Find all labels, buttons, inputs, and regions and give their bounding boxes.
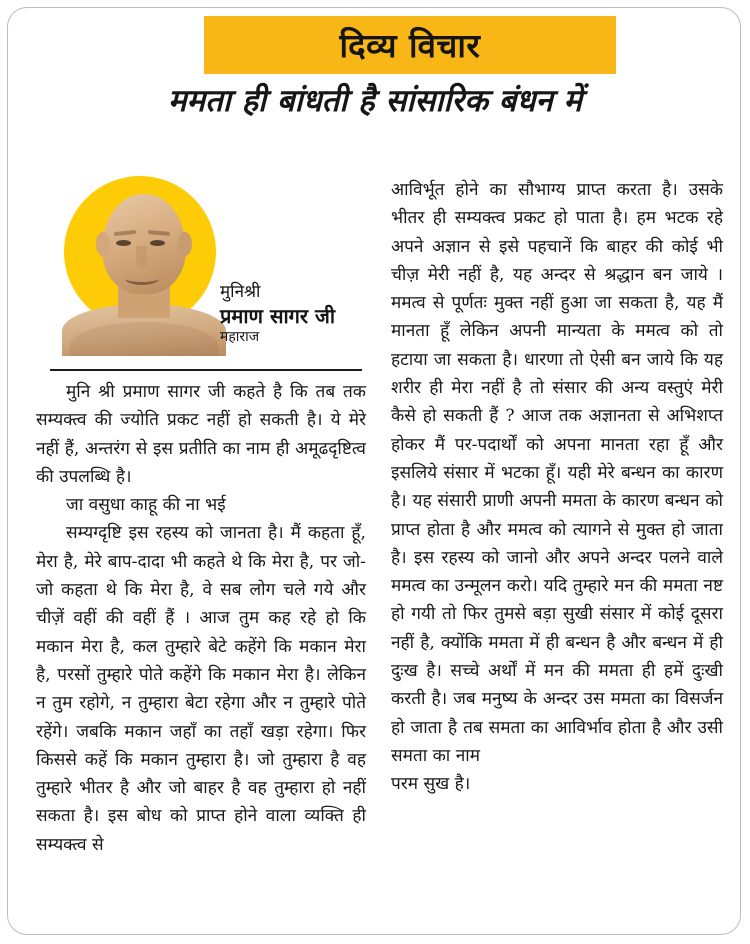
masthead-title: दिव्य विचार [339,25,481,65]
paragraph: मुनि श्री प्रमाण सागर जी कहते है कि तब तक सम्यक्त्व की ज्योति प्रकट नहीं हो सकती है। ये मेरे नहीं हैं, अन्तरंग से इस प्रतीति का नाम ही अमूढदृष्टित्व की उपलब्धि है। [36,382,366,487]
article-card [7,7,741,935]
article-headline: ममता ही बांधती है सांसारिक बंधन में [168,83,582,119]
caption-line-2: प्रमाण सागर जी [220,303,336,328]
body-column-left [36,378,366,859]
paragraph: सम्यग्दृष्टि इस रहस्य को जानता है। मैं कहता हूँ, मेरा है, मेरे बाप-दादा भी कहते थे कि मेरा है, पर जो-जो कहता थे कि मेरा है, वे सब लोग चले गये और चीज़ें वहीं की वहीं हैं । आज तुम कह रहे हो कि मकान मेरा है, कल तुम्हारे बेटे कहेंगे कि मकान मेरा है, परसों तुम्हारे पोते कहेंगे कि मकान मेरा है। लेकिन न तुम रहोगे, न तुम्हारा बेटा रहेगा और न तुम्हारे पोते रहेंगे। जबकि मकान जहाँ का तहाँ खड़ा रहेगा। फिर किससे कहें कि मकान तुम्हारा है। जो तुम्हारा है वह तुम्हारे भीतर है और जो बाहर है वह तुम्हारा हो नहीं सकता है। इस बोध को प्राप्त होने वाला व्यक्ति ही सम्यक्त्व से [36,523,366,855]
eye-right [150,240,165,246]
paragraph: आविर्भूत होने का सौभाग्य प्राप्त करता है। उसके भीतर ही सम्यक्त्व प्रकट हो पाता है। हम भटक रहे अपने अज्ञान से इसे पहचानें कि बाहर की कोई भी चीज़ मेरी नहीं है, यह अन्दर से श्रद्धान बन जाये । ममत्व से पूर्णतः मुक्त नहीं हुआ जा सकता है, यह मैं मानता हूँ लेकिन अपनी मान्यता के ममत्व को तो हटाया जा सकता है। धारणा तो ऐसी बन जाये कि यह शरीर ही मेरा नहीं है तो संसार की अन्य वस्तुएं मेरी कैसे हो सकती हैं ? आज तक अज्ञानता से अभिशप्त होकर मैं पर-पदार्थों को अपना मानता रहा हूँ और इसलिये संसार में भटका हूँ। यही मेरे बन्धन का कारण है। यह संसारी प्राणी अपनी ममता के कारण बन्धन को प्राप्त होता है और ममत्व को त्यागने से मुक्त हो जाता है। इस रहस्य को जानो और अपने अन्दर पलने वाले ममत्व का उन्मूलन करो। यदि तुम्हारे मन की ममता नष्ट हो गयी तो फिर तुमसे बड़ा सुखी संसार में कोई दूसरा नहीं है, क्योंकि ममता में ही बन्धन है और बन्धन में ही दुःख है। सच्चे अर्थों में मन की ममता ही हमें दुःखी करती है। जब मनुष्य के अन्दर उस ममता का विसर्जन हो जाता है तब समता का आविर्भाव होता है और उसी समता का नाम [391,180,723,766]
masthead-banner [204,16,616,74]
paragraph: जा वसुधा काहू की ना भई [66,495,226,516]
ear-right [178,232,192,256]
caption-line-1: मुनिश्री [220,282,261,302]
portrait-caption [220,282,390,346]
mouth-shape [125,272,159,285]
paragraph: परम सुख है। [391,774,471,795]
ear-left [96,232,110,256]
monk-portrait-icon [56,176,232,354]
column-rule-divider [50,369,362,371]
portrait-block [56,176,232,354]
nose-shape [136,246,147,268]
caption-line-3: महाराज [220,329,260,346]
body-column-right [391,176,723,799]
eye-left [116,240,131,246]
